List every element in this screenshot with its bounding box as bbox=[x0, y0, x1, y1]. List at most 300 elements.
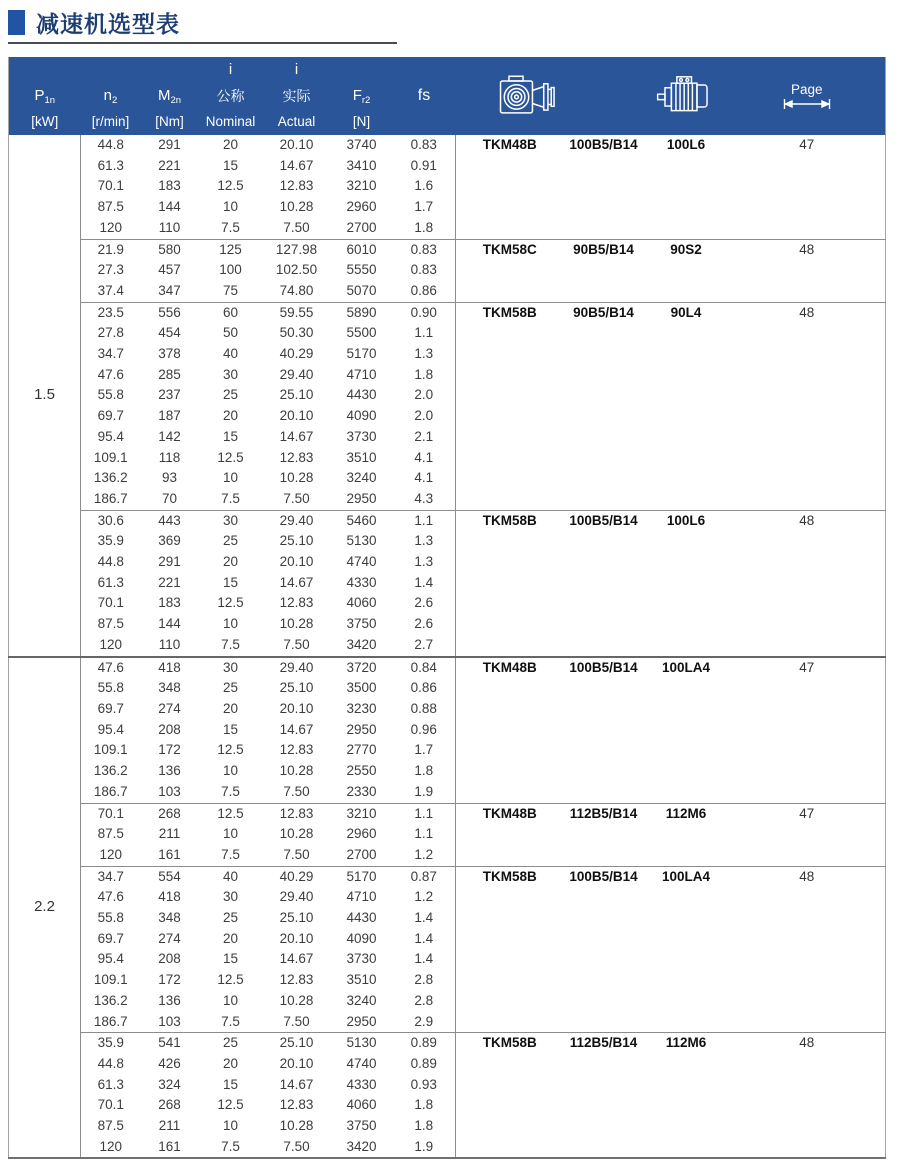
i-actual-cell: 40.29 bbox=[263, 866, 331, 887]
n2-cell: 27.8 bbox=[97, 325, 124, 341]
m2n-cell: 144 bbox=[158, 616, 181, 632]
fr2-cell: 6010 bbox=[331, 239, 393, 260]
m2n-cell: 118 bbox=[158, 449, 181, 465]
title-accent-square bbox=[8, 10, 25, 35]
i-nominal-cell: 7.5 bbox=[221, 490, 240, 506]
fr2-base: F bbox=[352, 87, 362, 104]
n2-cell: 37.4 bbox=[97, 282, 124, 298]
i-actual-cell: 25.10 bbox=[279, 910, 314, 926]
n2-cell: 70.1 bbox=[97, 595, 124, 611]
i-nominal-cell: 20 bbox=[222, 1055, 239, 1071]
i-nominal-cell: 30 bbox=[222, 889, 239, 905]
m2n-cell: 454 bbox=[158, 325, 181, 341]
i-nominal-cell: 30 bbox=[199, 510, 263, 531]
m2n-cell: 161 bbox=[158, 846, 181, 862]
flange-model-cell: 100B5/B14 bbox=[564, 657, 644, 803]
i-actual-cell: 25.10 bbox=[279, 533, 314, 549]
m2n-cell: 211 bbox=[158, 826, 181, 842]
fs-cell: 2.0 bbox=[393, 385, 456, 406]
i-nominal-cell: 7.5 bbox=[221, 1138, 240, 1154]
i-actual-cell: 40.29 bbox=[279, 346, 314, 362]
fs-cell: 2.1 bbox=[393, 427, 456, 448]
page-title: 减速机选型表 bbox=[36, 11, 180, 37]
n2-cell: 69.7 bbox=[97, 700, 124, 716]
gearbox-model-cell: TKM58B bbox=[456, 1033, 564, 1159]
i-nominal-cell: 12.5 bbox=[217, 449, 244, 465]
i-actual-cell: 14.67 bbox=[279, 951, 314, 967]
n2-cell: 136.2 bbox=[93, 763, 128, 779]
p1n-sub: 1n bbox=[44, 95, 56, 106]
fs-cell: 0.86 bbox=[393, 281, 456, 302]
n2-cell: 44.8 bbox=[97, 554, 124, 570]
page-number-cell: 47 bbox=[729, 803, 886, 866]
i-nominal-cell: 50 bbox=[222, 325, 239, 341]
m2n-cell: 291 bbox=[158, 137, 181, 152]
fs-cell: 1.3 bbox=[393, 552, 456, 573]
fr2-cell: 5130 bbox=[346, 533, 377, 549]
i-actual-cell: 29.40 bbox=[263, 657, 331, 679]
i-nominal-cell: 20 bbox=[222, 408, 239, 424]
n2-sub: 2 bbox=[112, 95, 118, 106]
m2n-cell: 172 bbox=[158, 742, 181, 758]
header-p1n bbox=[9, 57, 81, 135]
i-nominal-cell: 25 bbox=[199, 1033, 263, 1054]
n2-cell: 47.6 bbox=[97, 366, 124, 382]
i-actual-cell: 102.50 bbox=[275, 262, 318, 278]
fs-cell: 2.7 bbox=[393, 635, 456, 657]
n2-cell: 44.8 bbox=[97, 137, 124, 152]
fr2-cell: 4430 bbox=[346, 910, 377, 926]
i-actual-cell: 7.50 bbox=[283, 490, 310, 506]
n2-cell: 87.5 bbox=[97, 826, 124, 842]
i-actual-cell: 12.83 bbox=[279, 972, 314, 988]
n2-cell: 35.9 bbox=[81, 1033, 141, 1054]
m2n-cell: 268 bbox=[158, 1097, 181, 1113]
i-actual-cell: 14.67 bbox=[279, 157, 314, 173]
fs-cell: 1.8 bbox=[393, 1116, 456, 1137]
m2n-cell: 103 bbox=[158, 783, 181, 799]
flange-model-cell: 112B5/B14 bbox=[564, 803, 644, 866]
table-row bbox=[9, 866, 886, 887]
i-nominal-cell: 25 bbox=[222, 387, 239, 403]
m2n-cell: 324 bbox=[158, 1076, 181, 1092]
i-actual-cell: 25.10 bbox=[279, 680, 314, 696]
i-nominal-cell: 25 bbox=[222, 910, 239, 926]
i-actual-cell: 7.50 bbox=[283, 636, 310, 652]
fs-cell: 0.93 bbox=[393, 1075, 456, 1096]
fs-cell: 0.83 bbox=[393, 260, 456, 281]
power-rating-cell: 2.2 bbox=[9, 657, 81, 1159]
page-number-cell: 48 bbox=[729, 239, 886, 302]
header-motor bbox=[644, 57, 729, 135]
title-underline bbox=[8, 42, 397, 44]
fs-label: fs bbox=[417, 87, 431, 104]
m2n-cell: 136 bbox=[158, 992, 181, 1008]
fr2-cell: 4740 bbox=[346, 1055, 377, 1071]
n2-cell: 120 bbox=[99, 219, 123, 235]
fs-cell: 1.2 bbox=[393, 887, 456, 908]
n2-cell: 87.5 bbox=[97, 1118, 124, 1134]
fr2-cell: 3510 bbox=[346, 449, 377, 465]
m2n-cell: 347 bbox=[158, 282, 181, 298]
m2n-cell: 418 bbox=[141, 657, 199, 679]
m2n-cell: 580 bbox=[141, 239, 199, 260]
m2n-cell: 110 bbox=[158, 219, 181, 235]
m2n-cell: 208 bbox=[158, 721, 181, 737]
n2-cell: 109.1 bbox=[93, 449, 128, 465]
fr2-cell: 5130 bbox=[331, 1033, 393, 1054]
i-nominal-cell: 30 bbox=[222, 366, 239, 382]
i-actual-cell: 10.28 bbox=[279, 763, 314, 779]
i-actual-cell: 12.83 bbox=[279, 1097, 314, 1113]
gearbox-model-cell: TKM58B bbox=[456, 866, 564, 1033]
i-actual-cell: 12.83 bbox=[279, 178, 314, 194]
fs-cell: 1.7 bbox=[393, 740, 456, 761]
m2n-cell: 187 bbox=[158, 408, 181, 424]
n2-cell: 61.3 bbox=[97, 1076, 124, 1092]
fs-cell: 0.91 bbox=[393, 156, 456, 177]
n2-cell: 95.4 bbox=[97, 428, 124, 444]
fs-cell: 0.88 bbox=[393, 699, 456, 720]
i-actual-cell: 25.10 bbox=[279, 387, 314, 403]
fs-cell: 2.6 bbox=[393, 593, 456, 614]
gearbox-model-cell: TKM58B bbox=[456, 302, 564, 510]
m2n-cell: 172 bbox=[158, 972, 181, 988]
fs-cell: 2.8 bbox=[393, 970, 456, 991]
fr2-cell: 3420 bbox=[346, 1138, 377, 1154]
fr2-unit: [N] bbox=[352, 114, 371, 129]
fs-cell: 2.8 bbox=[393, 991, 456, 1012]
fs-cell: 1.2 bbox=[393, 845, 456, 866]
n2-cell: 109.1 bbox=[93, 972, 128, 988]
header-page bbox=[729, 57, 886, 135]
i-actual-cell: 12.83 bbox=[263, 803, 331, 824]
m2n-cell: 237 bbox=[158, 387, 181, 403]
n2-cell: 61.3 bbox=[97, 157, 124, 173]
power-rating-cell: 1.5 bbox=[9, 135, 81, 657]
fr2-cell: 2770 bbox=[346, 742, 377, 758]
gearbox-model-cell: TKM58B bbox=[456, 510, 564, 656]
m2n-cell: 93 bbox=[161, 470, 178, 486]
n2-cell: 47.6 bbox=[97, 889, 124, 905]
i-nominal-cell: 10 bbox=[222, 199, 239, 215]
i-nominal-cell: 125 bbox=[199, 239, 263, 260]
fr2-cell: 5550 bbox=[346, 262, 377, 278]
i-nominal-cell: 7.5 bbox=[221, 846, 240, 862]
table-row bbox=[9, 657, 886, 679]
i-actual-cell: 14.67 bbox=[279, 574, 314, 590]
motor-model-cell: 90S2 bbox=[644, 239, 729, 302]
m2n-cell: 274 bbox=[158, 930, 181, 946]
i-nominal-cell: 40 bbox=[222, 346, 239, 362]
motor-model-cell: 112M6 bbox=[644, 803, 729, 866]
i-nominal-cell: 12.5 bbox=[217, 1097, 244, 1113]
i-actual-cell: 7.50 bbox=[283, 219, 310, 235]
flange-model-cell: 100B5/B14 bbox=[564, 866, 644, 1033]
fr2-cell: 3740 bbox=[346, 137, 377, 152]
fs-cell: 1.1 bbox=[393, 824, 456, 845]
m2n-cell: 183 bbox=[158, 595, 181, 611]
fs-cell: 4.1 bbox=[393, 448, 456, 469]
fs-cell: 0.96 bbox=[393, 720, 456, 741]
i-nominal-cell: 20 bbox=[222, 930, 239, 946]
m2n-cell: 348 bbox=[158, 910, 181, 926]
gearbox-model-cell: TKM58C bbox=[456, 239, 564, 302]
n2-cell: 27.3 bbox=[97, 262, 124, 278]
fr2-cell: 4710 bbox=[346, 366, 377, 382]
fr2-cell: 3210 bbox=[346, 178, 377, 194]
fs-cell: 0.83 bbox=[393, 239, 456, 260]
m2n-cell: 110 bbox=[158, 636, 181, 652]
m2n-cell: 70 bbox=[161, 490, 178, 506]
page-header-label: Page bbox=[790, 82, 823, 97]
n2-cell: 69.7 bbox=[97, 408, 124, 424]
n2-cell: 21.9 bbox=[81, 239, 141, 260]
fr2-cell: 4710 bbox=[346, 889, 377, 905]
i-nominal-cell: 12.5 bbox=[217, 178, 244, 194]
fr2-cell: 2960 bbox=[346, 199, 377, 215]
header-n2 bbox=[81, 57, 141, 135]
fs-cell: 0.89 bbox=[393, 1054, 456, 1075]
i-actual-cn: 实际 bbox=[282, 88, 311, 104]
i-nominal-cell: 10 bbox=[222, 616, 239, 632]
table-row bbox=[9, 239, 886, 260]
table-row bbox=[9, 302, 886, 323]
page-number-cell: 48 bbox=[729, 302, 886, 510]
fr2-cell: 3720 bbox=[331, 657, 393, 679]
fs-cell: 1.9 bbox=[393, 1137, 456, 1159]
n2-cell: 47.6 bbox=[81, 657, 141, 679]
n2-unit: [r/min] bbox=[91, 114, 130, 129]
i-nominal-cell: 75 bbox=[222, 282, 239, 298]
n2-cell: 34.7 bbox=[97, 346, 124, 362]
n2-cell: 70.1 bbox=[81, 803, 141, 824]
gearbox-model-cell: TKM48B bbox=[456, 657, 564, 803]
m2n-cell: 211 bbox=[158, 1118, 181, 1134]
fr2-cell: 3240 bbox=[346, 992, 377, 1008]
fr2-cell: 3240 bbox=[346, 470, 377, 486]
motor-model-cell: 100L6 bbox=[644, 510, 729, 656]
fr2-cell: 3510 bbox=[346, 972, 377, 988]
i-actual-cell: 29.40 bbox=[279, 366, 314, 382]
fr2-cell: 3730 bbox=[346, 428, 377, 444]
fr2-cell: 5500 bbox=[346, 325, 377, 341]
fr2-cell: 3230 bbox=[346, 700, 377, 716]
m2n-cell: 285 bbox=[158, 366, 181, 382]
table-row bbox=[9, 510, 886, 531]
m2n-cell: 142 bbox=[158, 428, 181, 444]
i-nominal-cell: 25 bbox=[222, 533, 239, 549]
fr2-cell: 5460 bbox=[331, 510, 393, 531]
i-actual-cell: 20.10 bbox=[279, 1055, 314, 1071]
i-nominal-cell: 10 bbox=[222, 826, 239, 842]
fs-cell: 1.7 bbox=[393, 197, 456, 218]
i-actual-cell: 50.30 bbox=[279, 325, 314, 341]
n2-cell: 136.2 bbox=[93, 470, 128, 486]
m2n-cell: 369 bbox=[158, 533, 181, 549]
fs-cell: 0.87 bbox=[393, 866, 456, 887]
n2-cell: 120 bbox=[99, 846, 123, 862]
fs-cell: 1.4 bbox=[393, 929, 456, 950]
motor-icon bbox=[644, 57, 729, 135]
header-fs bbox=[393, 57, 456, 135]
fs-cell: 0.83 bbox=[393, 135, 456, 156]
m2n-cell: 554 bbox=[141, 866, 199, 887]
table-row bbox=[9, 803, 886, 824]
page-number-cell: 48 bbox=[729, 866, 886, 1033]
n2-base: n bbox=[103, 87, 113, 104]
fr2-cell: 4090 bbox=[346, 408, 377, 424]
i-actual-cell: 10.28 bbox=[279, 616, 314, 632]
fr2-cell: 4090 bbox=[346, 930, 377, 946]
i-nominal-cell: 25 bbox=[222, 680, 239, 696]
n2-cell: 95.4 bbox=[97, 951, 124, 967]
flange-model-cell: 100B5/B14 bbox=[569, 137, 638, 152]
m2n-cell: 348 bbox=[158, 680, 181, 696]
fr2-cell: 4060 bbox=[346, 595, 377, 611]
header-i-nominal bbox=[199, 57, 263, 135]
page-number-cell: 47 bbox=[799, 137, 815, 152]
i-nominal-cell: 12.5 bbox=[217, 595, 244, 611]
fs-cell: 1.9 bbox=[393, 782, 456, 803]
m2n-cell: 378 bbox=[158, 346, 181, 362]
n2-cell: 34.7 bbox=[81, 866, 141, 887]
fs-cell: 1.4 bbox=[393, 949, 456, 970]
gearbox-model-cell: TKM48B bbox=[482, 137, 537, 152]
i-nominal-cell: 30 bbox=[199, 657, 263, 679]
motor-model-cell: 112M6 bbox=[644, 1033, 729, 1159]
fr2-cell: 3500 bbox=[346, 680, 377, 696]
fr2-cell: 3420 bbox=[346, 636, 377, 652]
fs-cell: 2.6 bbox=[393, 614, 456, 635]
i-actual-cell: 12.83 bbox=[279, 449, 314, 465]
n2-cell: 23.5 bbox=[81, 302, 141, 323]
p1n-unit: [kW] bbox=[31, 114, 59, 129]
fr2-cell: 5170 bbox=[346, 346, 377, 362]
fs-cell: 1.3 bbox=[393, 531, 456, 552]
page-number-cell: 48 bbox=[729, 1033, 886, 1159]
n2-cell: 120 bbox=[99, 1138, 123, 1154]
m2n-cell: 541 bbox=[141, 1033, 199, 1054]
fr2-cell: 5890 bbox=[331, 302, 393, 323]
m2n-cell: 457 bbox=[158, 262, 181, 278]
fr2-cell: 2950 bbox=[346, 721, 377, 737]
fr2-sub: r2 bbox=[361, 95, 371, 106]
fr2-cell: 4330 bbox=[346, 1076, 377, 1092]
n2-cell: 55.8 bbox=[97, 387, 124, 403]
n2-cell: 30.6 bbox=[81, 510, 141, 531]
m2n-sub: 2n bbox=[170, 95, 182, 106]
i-nominal-cell: 10 bbox=[222, 992, 239, 1008]
i-actual-cell: 10.28 bbox=[279, 199, 314, 215]
m2n-base: M bbox=[157, 87, 171, 104]
motor-model-cell: 100LA4 bbox=[644, 657, 729, 803]
i-nominal-cell: 10 bbox=[222, 470, 239, 486]
fs-cell: 4.3 bbox=[393, 489, 456, 510]
i-nominal-cell: 7.5 bbox=[221, 1013, 240, 1029]
fr2-cell: 2950 bbox=[346, 490, 377, 506]
fs-cell: 1.1 bbox=[393, 803, 456, 824]
i-nominal-cell: 15 bbox=[222, 721, 239, 737]
gearbox-model-cell: TKM48B bbox=[456, 803, 564, 866]
fr2-cell: 3750 bbox=[346, 616, 377, 632]
m2n-cell: 418 bbox=[158, 889, 181, 905]
i-nominal-cell: 15 bbox=[222, 1076, 239, 1092]
i-nominal-cell: 15 bbox=[222, 951, 239, 967]
fr2-cell: 3210 bbox=[331, 803, 393, 824]
fr2-cell: 4060 bbox=[346, 1097, 377, 1113]
m2n-cell: 183 bbox=[158, 178, 181, 194]
fs-cell: 0.90 bbox=[393, 302, 456, 323]
i-actual-cell: 29.40 bbox=[263, 510, 331, 531]
i-nominal-cell: 12.5 bbox=[217, 742, 244, 758]
selection-table bbox=[8, 57, 886, 1159]
i-actual-cell: 74.80 bbox=[279, 282, 314, 298]
worm-gearbox-icon bbox=[470, 57, 578, 135]
header-m2n bbox=[141, 57, 199, 135]
fs-cell: 1.1 bbox=[393, 323, 456, 344]
i-nominal-cell: 20 bbox=[222, 137, 239, 152]
fr2-cell: 3410 bbox=[346, 157, 377, 173]
i-actual-top: i bbox=[294, 61, 299, 78]
m2n-cell: 556 bbox=[141, 302, 199, 323]
n2-cell: 35.9 bbox=[97, 533, 124, 549]
fs-cell: 1.4 bbox=[393, 908, 456, 929]
n2-cell: 186.7 bbox=[93, 783, 128, 799]
n2-cell: 61.3 bbox=[97, 574, 124, 590]
m2n-cell: 221 bbox=[158, 157, 181, 173]
n2-cell: 70.1 bbox=[97, 1097, 124, 1113]
i-nominal-cell: 15 bbox=[222, 157, 239, 173]
fs-cell: 1.4 bbox=[393, 573, 456, 594]
i-actual-cell: 29.40 bbox=[279, 889, 314, 905]
i-nominal-cell: 100 bbox=[219, 262, 242, 278]
fr2-cell: 2960 bbox=[346, 826, 377, 842]
table-row bbox=[9, 135, 886, 156]
m2n-cell: 274 bbox=[158, 700, 181, 716]
fr2-cell: 3730 bbox=[346, 951, 377, 967]
i-actual-cell: 127.98 bbox=[263, 239, 331, 260]
fs-cell: 4.1 bbox=[393, 468, 456, 489]
fs-cell: 0.89 bbox=[393, 1033, 456, 1054]
i-actual-cell: 12.83 bbox=[279, 595, 314, 611]
motor-model-cell: 90L4 bbox=[644, 302, 729, 510]
page-number-cell: 47 bbox=[729, 657, 886, 803]
i-actual-cell: 10.28 bbox=[279, 826, 314, 842]
i-actual-cell: 20.10 bbox=[279, 408, 314, 424]
fr2-cell: 2700 bbox=[346, 219, 377, 235]
i-actual-cell: 12.83 bbox=[279, 742, 314, 758]
n2-cell: 109.1 bbox=[93, 742, 128, 758]
n2-cell: 95.4 bbox=[97, 721, 124, 737]
n2-cell: 186.7 bbox=[93, 490, 128, 506]
n2-cell: 69.7 bbox=[97, 930, 124, 946]
fr2-cell: 5170 bbox=[331, 866, 393, 887]
m2n-cell: 221 bbox=[158, 574, 181, 590]
i-nominal-cell: 7.5 bbox=[221, 783, 240, 799]
i-actual-cell: 20.10 bbox=[279, 137, 314, 152]
header-gearbox bbox=[456, 57, 564, 135]
i-nominal-cell: 12.5 bbox=[199, 803, 263, 824]
flange-model-cell: 112B5/B14 bbox=[564, 1033, 644, 1159]
i-actual-cell: 25.10 bbox=[263, 1033, 331, 1054]
i-nominal-en: Nominal bbox=[205, 114, 256, 129]
m2n-cell: 426 bbox=[158, 1055, 181, 1071]
i-actual-cell: 10.28 bbox=[279, 1118, 314, 1134]
n2-cell: 87.5 bbox=[97, 616, 124, 632]
flange-model-cell: 100B5/B14 bbox=[564, 510, 644, 656]
i-actual-cell: 10.28 bbox=[279, 992, 314, 1008]
